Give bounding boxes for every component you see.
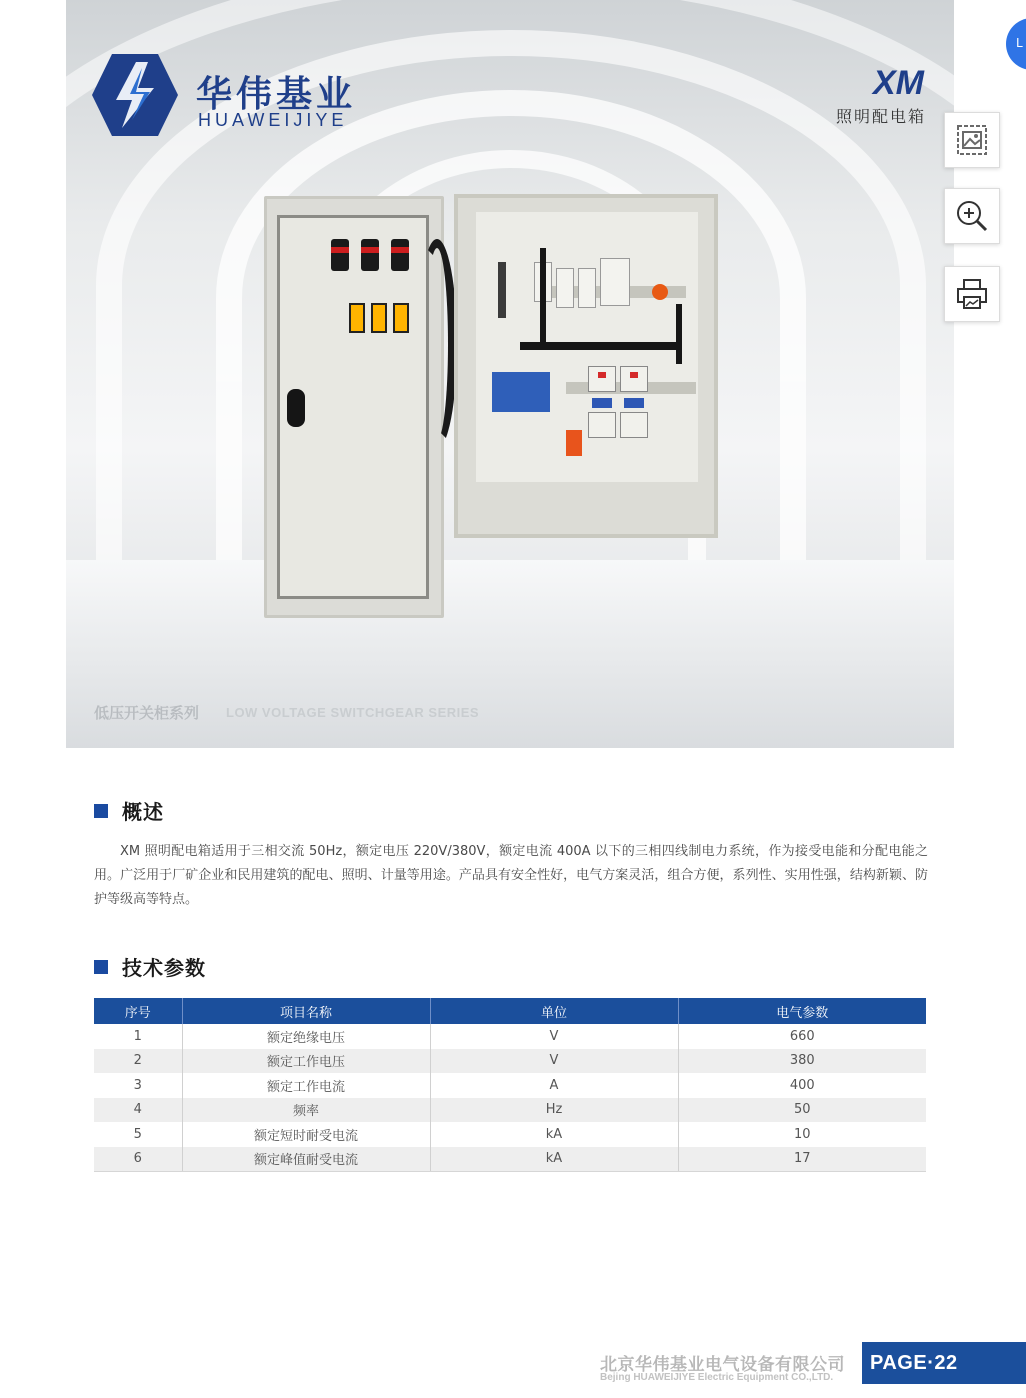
cell-item-name: 频率 [182,1098,430,1123]
cell-value: 400 [678,1073,926,1098]
series-label-cn: 低压开关柜系列 [94,704,200,722]
product-name: 照明配电箱 [835,107,926,126]
cell-item-name: 额定峰值耐受电流 [182,1147,430,1172]
table-header-row [94,998,926,1024]
footer-company-name-en: Bejing HUAWEIJIYE Electric Equipment CO.,LTD. [600,1372,834,1383]
table-row [94,1147,926,1172]
cell-value: 10 [678,1122,926,1147]
table-row [94,1049,926,1074]
overview-heading [94,796,164,825]
cell-unit: Hz [430,1098,678,1123]
brand-logo-icon [92,50,178,140]
header-index: 序号 [94,998,182,1024]
print-button[interactable] [944,266,1000,322]
header-value: 电气参数 [678,998,926,1024]
print-icon [955,277,989,311]
table-row [94,1024,926,1049]
table-row [94,1122,926,1147]
product-code: XM [873,64,924,102]
image-view-button[interactable] [944,112,1000,168]
cell-item-name: 额定工作电压 [182,1049,430,1074]
table-row [94,1098,926,1123]
cell-index: 1 [94,1024,182,1049]
heading-marker-icon [94,960,108,974]
user-avatar[interactable]: L [1006,18,1026,70]
zoom-in-button[interactable] [944,188,1000,244]
cell-index: 6 [94,1147,182,1172]
cell-index: 5 [94,1122,182,1147]
cell-value: 50 [678,1098,926,1123]
overview-text: XM 照明配电箱适用于三相交流 50Hz，额定电压 220V/380V，额定电流 400A 以下的三相四线制电力系统，作为接受电能和分配电能之用。广泛用于厂矿企业和民用建筑的配电、照明、计量等用途。产品具有安全性好，电气方案灵活，组合方便，系列性、实用性强，结构新颖、防护等级高等特点。 [94,844,928,907]
hero-banner [66,0,954,748]
zoom-in-icon [955,199,989,233]
header-item-name: 项目名称 [182,998,430,1024]
cell-item-name: 额定工作电流 [182,1073,430,1098]
tech-title: 技术参数 [122,956,206,980]
cell-index: 2 [94,1049,182,1074]
table-row [94,1073,926,1098]
cell-unit: V [430,1049,678,1074]
page-number-badge: PAGE·22 [862,1342,1026,1384]
tech-params-table [94,998,926,1172]
cell-value: 380 [678,1049,926,1074]
cell-item-name: 额定绝缘电压 [182,1024,430,1049]
footer-company-name-cn: 北京华伟基业电气设备有限公司 [600,1355,845,1375]
cell-item-name: 额定短时耐受电流 [182,1122,430,1147]
cell-unit: kA [430,1122,678,1147]
cabinet-door-image [264,196,444,618]
heading-marker-icon [94,804,108,818]
cell-unit: kA [430,1147,678,1172]
header-unit: 单位 [430,998,678,1024]
cell-value: 660 [678,1024,926,1049]
tech-heading [94,952,206,981]
brand-name-cn: 华伟基业 [196,74,357,115]
cell-index: 3 [94,1073,182,1098]
cell-unit: V [430,1024,678,1049]
cell-index: 4 [94,1098,182,1123]
cell-unit: A [430,1073,678,1098]
series-label-en: LOW VOLTAGE SWITCHGEAR SERIES [226,705,480,720]
overview-title: 概述 [122,800,164,824]
image-icon [956,124,988,156]
brand-name-en: HUAWEIJIYE [198,110,348,130]
cabinet-body-image [454,194,718,538]
cell-value: 17 [678,1147,926,1172]
